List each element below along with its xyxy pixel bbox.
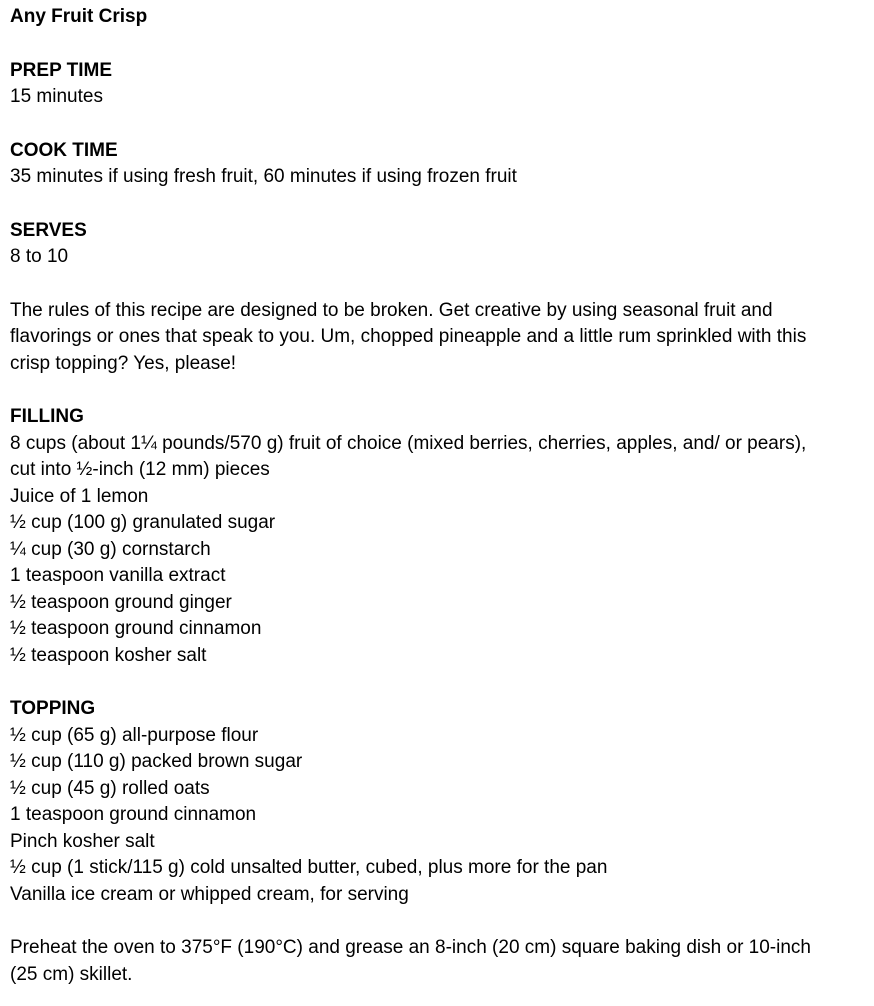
spacer [10,271,870,298]
topping-heading: TOPPING [10,698,96,719]
spacer [10,377,870,404]
intro-line: flavorings or ones that speak to you. Um, chopped pineapple and a little rum sprinkled with this [10,326,807,347]
prep-time-value: 15 minutes [10,86,103,107]
filling-ingredient: ¼ cup (30 g) cornstarch [10,538,211,560]
spacer [10,111,870,138]
topping-ingredient: 1 teaspoon ground cinnamon [10,804,257,825]
spacer [10,908,870,935]
filling-ingredient: cut into ½-inch (12 mm) pieces [10,459,270,480]
instruction-line: (25 cm) skillet. [10,963,133,985]
recipe-title: Any Fruit Crisp [10,6,148,27]
topping-ingredient: ½ cup (110 g) packed brown sugar [10,751,303,772]
spacer [10,31,870,58]
cook-time-value: 35 minutes if using fresh fruit, 60 minutes if using frozen fruit [10,166,517,187]
filling-ingredient: 1 teaspoon vanilla extract [10,565,226,586]
intro-line: The rules of this recipe are designed to be broken. Get creative by using seasonal fruit and [10,299,773,321]
filling-heading: FILLING [10,406,84,427]
recipe-document [10,4,870,988]
serves-label: SERVES [10,219,87,241]
filling-ingredient: 8 cups (about 1¼ pounds/570 g) fruit of choice (mixed berries, cherries, apples, and/ or pears), [10,432,807,454]
filling-ingredient: ½ teaspoon ground cinnamon [10,618,262,639]
cook-time-label: COOK TIME [10,139,118,161]
instruction-line: Preheat the oven to 375°F (190°C) and grease an 8-inch (20 cm) square baking dish or 10-inch [10,937,811,958]
intro-line: crisp topping? Yes, please! [10,352,237,374]
filling-ingredient: Juice of 1 lemon [10,485,149,507]
topping-ingredient: Vanilla ice cream or whipped cream, for serving [10,883,409,905]
filling-ingredient: ½ cup (100 g) granulated sugar [10,512,276,533]
filling-ingredient: ½ teaspoon ground ginger [10,591,232,613]
topping-ingredient: Pinch kosher salt [10,830,155,852]
topping-ingredient: ½ cup (45 g) rolled oats [10,777,210,799]
spacer [10,191,870,218]
topping-ingredient: ½ cup (1 stick/115 g) cold unsalted butter, cubed, plus more for the pan [10,857,608,878]
serves-value: 8 to 10 [10,246,69,267]
filling-ingredient: ½ teaspoon kosher salt [10,644,207,666]
prep-time-label: PREP TIME [10,59,113,81]
spacer [10,669,870,696]
topping-ingredient: ½ cup (65 g) all-purpose flour [10,724,259,746]
